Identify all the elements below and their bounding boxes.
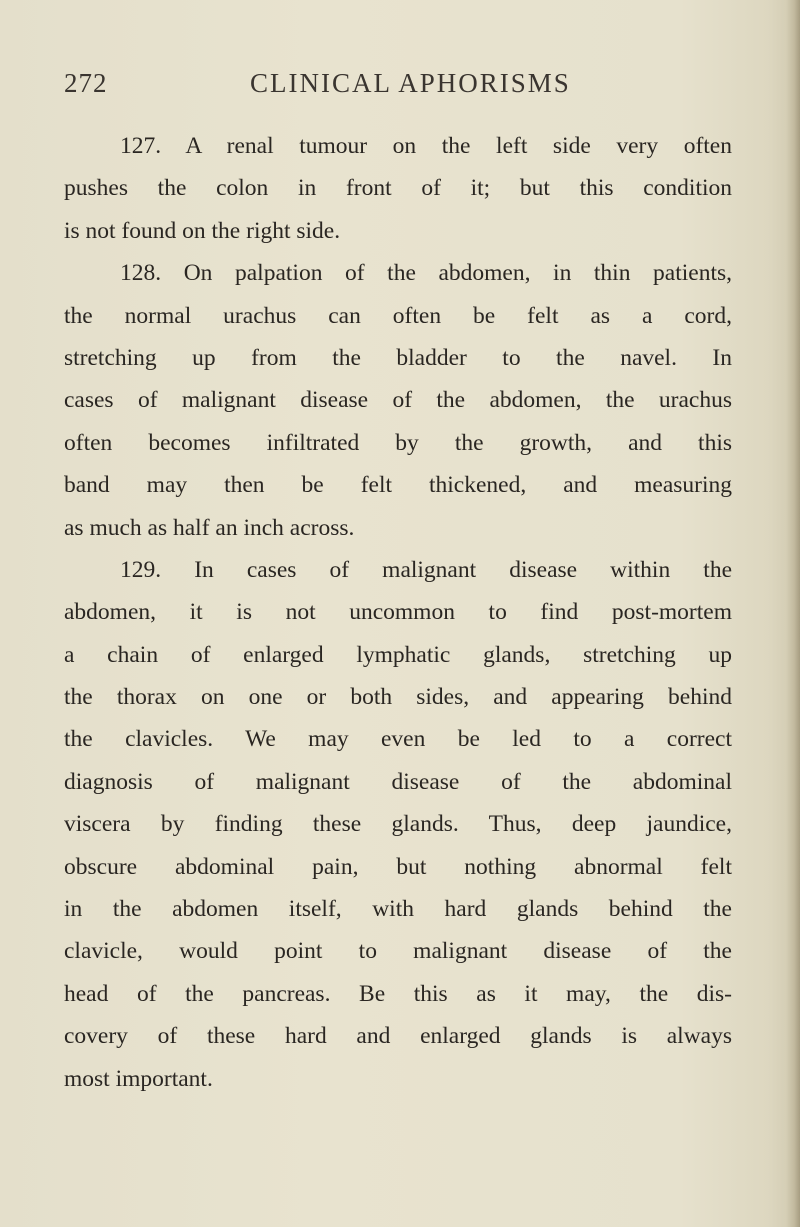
text-line: viscera by finding these glands. Thus, deep jaundice, <box>64 811 732 838</box>
text-line: abdomen, it is not uncommon to find post-mortem <box>64 599 732 626</box>
text-line: head of the pancreas. Be this as it may, the dis- <box>64 980 732 1007</box>
text-line: 129. In cases of malignant disease within the <box>120 556 732 583</box>
text-line: is not found on the right side. <box>64 217 341 244</box>
body-text <box>64 125 732 1100</box>
text-line: the clavicles. We may even be led to a correct <box>64 726 732 753</box>
text-line: the normal urachus can often be felt as a cord, <box>64 302 732 329</box>
text-line: most important. <box>64 1065 213 1092</box>
text-line: stretching up from the bladder to the navel. In <box>64 344 732 371</box>
running-title: CLINICAL APHORISMS <box>250 68 571 98</box>
text-line: diagnosis of malignant disease of the abdominal <box>64 768 732 795</box>
text-line: often becomes infiltrated by the growth, and this <box>64 429 732 456</box>
text-line: 127. A renal tumour on the left side very often <box>120 133 732 159</box>
text-line: pushes the colon in front of it; but this condition <box>64 175 732 202</box>
text-line: the thorax on one or both sides, and appearing behind <box>64 684 732 711</box>
text-line: a chain of enlarged lymphatic glands, stretching up <box>64 641 732 668</box>
text-line: cases of malignant disease of the abdomen, the urachus <box>64 387 732 414</box>
text-line: in the abdomen itself, with hard glands behind the <box>64 896 732 923</box>
text-line: as much as half an inch across. <box>64 514 355 541</box>
text-line: obscure abdominal pain, but nothing abnormal felt <box>64 853 732 880</box>
text-line: clavicle, would point to malignant disease of the <box>64 938 732 965</box>
text-line: 128. On palpation of the abdomen, in thin patients, <box>120 260 732 287</box>
text-line: band may then be felt thickened, and measuring <box>64 472 732 499</box>
text-line: covery of these hard and enlarged glands is always <box>64 1023 732 1050</box>
page-edge-shadow <box>786 0 800 1227</box>
page-number: 272 <box>64 68 108 98</box>
running-head <box>0 68 800 108</box>
